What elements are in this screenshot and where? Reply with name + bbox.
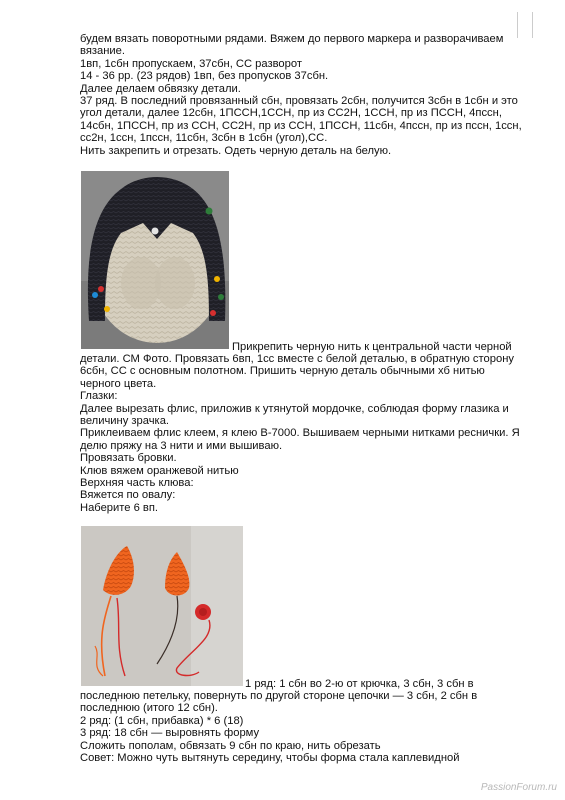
paragraph: последнюю петельку, повернуть по другой стороне цепочки — 3 сбн, 2 сбн в последнюю (итого 12 сбн). xyxy=(80,690,478,715)
paragraph: 3 ряд: 18 сбн — выровнять форму xyxy=(80,727,260,740)
paragraph: 14 - 36 рр. (23 рядов) 1вп, без пропусков 37сбн. xyxy=(80,70,329,83)
beak-illustration xyxy=(81,526,243,686)
paragraph: Нить закрепить и отрезать. Одеть черную деталь на белую. xyxy=(80,144,392,157)
paragraph: детали. СМ Фото. Провязать 6вп, 1сс вместе с белой деталью, в обратную сторону 6сбн, СС с основным полотном. Пришить черную деталь обычными хб нитью черного цвета. xyxy=(80,353,514,390)
paragraph: Далее делаем обвязку детали. xyxy=(80,82,241,95)
paragraph: Далее вырезать флис, приложив к утянутой мордочке, соблюдая форму глазика и величину зрачка. xyxy=(80,402,509,428)
paragraph: 1вп, 1сбн пропускаем, 37сбн, СС разворот xyxy=(80,57,302,70)
paragraph: Наберите 6 вп. xyxy=(80,501,159,514)
crochet-head-illustration xyxy=(81,171,229,349)
text-block-middle xyxy=(80,353,522,514)
beak-photo xyxy=(81,526,243,686)
paragraph: Вяжется по овалу: xyxy=(80,489,176,502)
paragraph: Сложить пополам, обвязать 9 сбн по краю, нить обрезать xyxy=(80,739,381,752)
paragraph: Приклеиваем флис клеем, я клею В-7000. Вышиваем черными нитками реснички. Я делю пряжу на 3 нити и ими вышиваю. xyxy=(80,427,520,452)
paragraph: Верхняя часть клюва: xyxy=(80,477,194,490)
paragraph: 2 ряд: (1 сбн, прибавка) * 6 (18) xyxy=(80,714,244,727)
watermark: PassionForum.ru xyxy=(480,781,557,793)
paragraph: Совет: Можно чуть вытянуть середину, чтобы форма стала каплевидной xyxy=(80,752,460,765)
paragraph: будем вязать поворотными рядами. Вяжем до первого маркера и разворачиваем вязание. xyxy=(80,33,504,58)
photo2-caption-start: 1 ряд: 1 сбн во 2-ю от крючка, 3 сбн, 3 сбн в xyxy=(245,678,474,690)
text-block-top xyxy=(80,33,522,157)
crochet-head-photo xyxy=(81,171,229,349)
paragraph: Провязать бровки. xyxy=(80,452,177,465)
text-block-bottom xyxy=(80,690,525,764)
paragraph: 37 ряд. В последний провязанный сбн, провязать 2сбн, получится 3сбн в 1сбн и это угол детали, далее 12сбн, 1ПССН,1ССН, пр из СС2Н, 1ССН, пр из ПССН, 4пссн, 14сбн, 1ПССН, пр из ССН, СС2Н, пр из ССН, 1ПССН, 11сбн, 4пссн, пр из пссн, 1ссн, сс2н, 1ссн, 1пссн, 11сбн, 3сбн в 1сбн (угол),СС. xyxy=(80,95,522,145)
paragraph: Глазки: xyxy=(80,390,118,403)
paragraph: Клюв вяжем оранжевой нитью xyxy=(80,464,239,477)
photo1-caption-start: Прикрепить черную нить к центральной части черной xyxy=(232,341,512,353)
